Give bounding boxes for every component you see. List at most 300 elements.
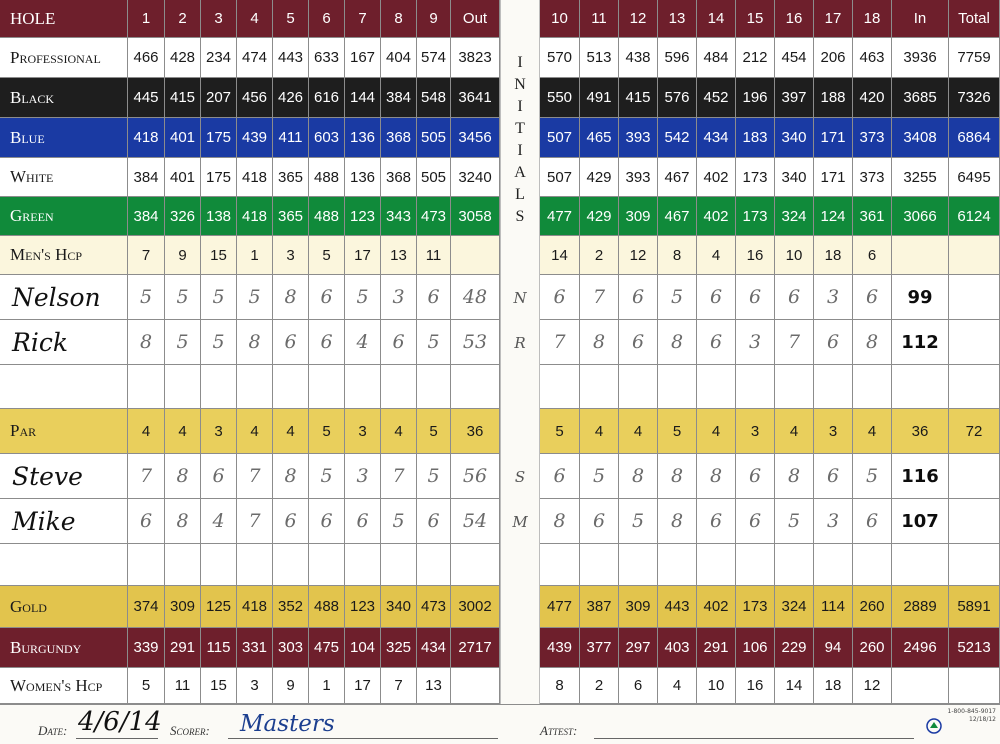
par-hole-2: 4 [165, 409, 201, 454]
hole-number-15: 15 [736, 0, 775, 38]
burgundy-hole-1: 339 [128, 628, 165, 668]
score-hole-6[interactable]: 5 [309, 454, 345, 499]
score-hole-9[interactable]: 5 [417, 454, 451, 499]
womens-hcp-hole-17: 18 [814, 668, 853, 704]
score-out[interactable]: 56 [451, 454, 500, 499]
mens-hcp-hole-12: 12 [619, 236, 658, 275]
white-hole-18: 373 [853, 158, 892, 197]
green-hole-18: 361 [853, 197, 892, 236]
professional-hole-4: 474 [237, 38, 273, 78]
score-hole-15[interactable]: 6 [736, 454, 775, 499]
hole-number-7: 7 [345, 0, 381, 38]
black-hole-17: 188 [814, 78, 853, 118]
total-label: Total [949, 0, 1000, 38]
date-line [76, 738, 158, 739]
professional-hole-14: 484 [697, 38, 736, 78]
hole-number-12: 12 [619, 0, 658, 38]
green-hole-13: 467 [658, 197, 697, 236]
score-hole-2[interactable]: 5 [165, 320, 201, 365]
score-out[interactable]: 48 [451, 275, 500, 320]
white-hole-8: 368 [381, 158, 417, 197]
green-in: 3066 [892, 197, 949, 236]
score-hole-18[interactable]: 6 [853, 275, 892, 320]
womens-hcp-hole-18: 12 [853, 668, 892, 704]
score-total[interactable] [949, 275, 1000, 320]
par-label: Par [0, 409, 128, 454]
burgundy-hole-2: 291 [165, 628, 201, 668]
score-total[interactable] [949, 320, 1000, 365]
score-total[interactable] [949, 454, 1000, 499]
blue-total: 6864 [949, 118, 1000, 158]
score-hole-2[interactable]: 5 [165, 275, 201, 320]
score-hole-17[interactable]: 6 [814, 320, 853, 365]
score-cell[interactable] [892, 365, 949, 409]
player-name[interactable]: Rick [0, 320, 128, 365]
par-hole-7: 3 [345, 409, 381, 454]
professional-hole-17: 206 [814, 38, 853, 78]
par-hole-13: 5 [658, 409, 697, 454]
score-hole-1[interactable]: 5 [128, 275, 165, 320]
blue-hole-9: 505 [417, 118, 451, 158]
hole-number-3: 3 [201, 0, 237, 38]
mens-hcp-hole-14: 4 [697, 236, 736, 275]
score-hole-9[interactable]: 6 [417, 499, 451, 544]
score-cell[interactable] [540, 365, 580, 409]
gold-hole-2: 309 [165, 586, 201, 628]
par-hole-18: 4 [853, 409, 892, 454]
mens-hcp-hole-15: 16 [736, 236, 775, 275]
score-cell[interactable] [580, 365, 619, 409]
score-hole-1[interactable]: 7 [128, 454, 165, 499]
professional-hole-9: 574 [417, 38, 451, 78]
score-hole-14[interactable]: 8 [697, 454, 736, 499]
score-hole-14[interactable]: 6 [697, 499, 736, 544]
score-hole-16[interactable]: 6 [775, 275, 814, 320]
burgundy-hole-3: 115 [201, 628, 237, 668]
par-hole-15: 3 [736, 409, 775, 454]
score-in[interactable]: 99 [892, 275, 949, 320]
score-cell[interactable] [658, 544, 697, 586]
white-label: White [0, 158, 128, 197]
professional-in: 3936 [892, 38, 949, 78]
score-cell[interactable] [949, 544, 1000, 586]
score-hole-12[interactable]: 5 [619, 499, 658, 544]
hole-number-17: 17 [814, 0, 853, 38]
score-hole-15[interactable]: 6 [736, 499, 775, 544]
score-hole-3[interactable]: 5 [201, 320, 237, 365]
burgundy-hole-18: 260 [853, 628, 892, 668]
womens-hcp-hole-13: 4 [658, 668, 697, 704]
score-hole-3[interactable]: 6 [201, 454, 237, 499]
score-hole-12[interactable]: 6 [619, 275, 658, 320]
womens-hcp-hole-9: 13 [417, 668, 451, 704]
blue-hole-5: 411 [273, 118, 309, 158]
womens-hcp-in [892, 668, 949, 704]
score-cell[interactable] [853, 365, 892, 409]
mens-hcp-hole-11: 2 [580, 236, 619, 275]
score-hole-18[interactable]: 8 [853, 320, 892, 365]
score-hole-3[interactable]: 4 [201, 499, 237, 544]
score-hole-7[interactable]: 3 [345, 454, 381, 499]
green-hole-6: 488 [309, 197, 345, 236]
score-cell[interactable] [165, 365, 201, 409]
white-hole-13: 467 [658, 158, 697, 197]
blue-hole-6: 603 [309, 118, 345, 158]
womens-hcp-hole-11: 2 [580, 668, 619, 704]
par-hole-6: 5 [309, 409, 345, 454]
professional-hole-11: 513 [580, 38, 619, 78]
player-name[interactable]: Steve [0, 454, 128, 499]
burgundy-hole-16: 229 [775, 628, 814, 668]
womens-hcp-out [451, 668, 500, 704]
score-in[interactable]: 112 [892, 320, 949, 365]
player-name[interactable] [0, 544, 128, 586]
score-cell[interactable] [381, 365, 417, 409]
score-hole-16[interactable]: 8 [775, 454, 814, 499]
black-label: Black [0, 78, 128, 118]
blue-hole-18: 373 [853, 118, 892, 158]
white-in: 3255 [892, 158, 949, 197]
mens-hcp-in [892, 236, 949, 275]
score-hole-10[interactable]: 6 [540, 454, 580, 499]
score-hole-1[interactable]: 8 [128, 320, 165, 365]
score-cell[interactable] [345, 365, 381, 409]
score-hole-3[interactable]: 5 [201, 275, 237, 320]
score-hole-15[interactable]: 3 [736, 320, 775, 365]
mens-hcp-hole-17: 18 [814, 236, 853, 275]
initials-letter: L [515, 186, 525, 203]
score-total[interactable] [949, 499, 1000, 544]
gold-hole-9: 473 [417, 586, 451, 628]
score-hole-5[interactable]: 8 [273, 275, 309, 320]
score-cell[interactable] [237, 544, 273, 586]
professional-hole-2: 428 [165, 38, 201, 78]
score-hole-16[interactable]: 5 [775, 499, 814, 544]
black-hole-8: 384 [381, 78, 417, 118]
gold-hole-14: 402 [697, 586, 736, 628]
score-cell[interactable] [165, 544, 201, 586]
score-hole-10[interactable]: 7 [540, 320, 580, 365]
black-hole-18: 420 [853, 78, 892, 118]
black-hole-4: 456 [237, 78, 273, 118]
blue-hole-16: 340 [775, 118, 814, 158]
mens-hcp-hole-3: 15 [201, 236, 237, 275]
initials-letter: T [515, 120, 525, 137]
score-cell[interactable] [814, 544, 853, 586]
score-hole-5[interactable]: 6 [273, 320, 309, 365]
black-hole-5: 426 [273, 78, 309, 118]
initials-letter: S [515, 208, 525, 225]
score-hole-4[interactable]: 8 [237, 320, 273, 365]
score-out[interactable]: 54 [451, 499, 500, 544]
score-hole-7[interactable]: 4 [345, 320, 381, 365]
black-out: 3641 [451, 78, 500, 118]
score-hole-17[interactable]: 6 [814, 454, 853, 499]
hole-number-5: 5 [273, 0, 309, 38]
score-hole-2[interactable]: 8 [165, 454, 201, 499]
blue-hole-13: 542 [658, 118, 697, 158]
score-cell[interactable] [451, 544, 500, 586]
blue-hole-1: 418 [128, 118, 165, 158]
score-hole-2[interactable]: 8 [165, 499, 201, 544]
score-cell[interactable] [619, 544, 658, 586]
white-hole-4: 418 [237, 158, 273, 197]
gold-hole-10: 477 [540, 586, 580, 628]
score-cell[interactable] [853, 544, 892, 586]
initials-letter: I [517, 54, 523, 71]
mens-hcp-hole-8: 13 [381, 236, 417, 275]
player-initial[interactable]: S [514, 467, 526, 486]
score-cell[interactable] [381, 544, 417, 586]
score-cell[interactable] [417, 365, 451, 409]
player-initial[interactable]: N [513, 288, 527, 307]
par-hole-3: 3 [201, 409, 237, 454]
black-hole-6: 616 [309, 78, 345, 118]
burgundy-hole-8: 325 [381, 628, 417, 668]
professional-hole-6: 633 [309, 38, 345, 78]
score-hole-13[interactable]: 8 [658, 320, 697, 365]
green-hole-1: 384 [128, 197, 165, 236]
score-hole-8[interactable]: 3 [381, 275, 417, 320]
score-cell[interactable] [417, 544, 451, 586]
score-hole-5[interactable]: 6 [273, 499, 309, 544]
green-hole-17: 124 [814, 197, 853, 236]
par-hole-14: 4 [697, 409, 736, 454]
green-hole-9: 473 [417, 197, 451, 236]
burgundy-hole-4: 331 [237, 628, 273, 668]
score-cell[interactable] [814, 365, 853, 409]
professional-total: 7759 [949, 38, 1000, 78]
professional-hole-10: 570 [540, 38, 580, 78]
mens-hcp-out [451, 236, 500, 275]
score-cell[interactable] [619, 365, 658, 409]
gold-hole-11: 387 [580, 586, 619, 628]
blue-in: 3408 [892, 118, 949, 158]
professional-hole-5: 443 [273, 38, 309, 78]
score-hole-12[interactable]: 6 [619, 320, 658, 365]
green-hole-7: 123 [345, 197, 381, 236]
scorer-value: Masters [240, 711, 335, 737]
score-hole-12[interactable]: 8 [619, 454, 658, 499]
gold-hole-15: 173 [736, 586, 775, 628]
score-cell[interactable] [658, 365, 697, 409]
white-hole-15: 173 [736, 158, 775, 197]
score-cell[interactable] [580, 544, 619, 586]
score-cell[interactable] [201, 544, 237, 586]
score-hole-6[interactable]: 6 [309, 320, 345, 365]
scorer-line [228, 738, 498, 739]
score-hole-6[interactable]: 6 [309, 275, 345, 320]
score-in[interactable]: 116 [892, 454, 949, 499]
womens-hcp-hole-15: 16 [736, 668, 775, 704]
score-hole-18[interactable]: 5 [853, 454, 892, 499]
score-hole-5[interactable]: 8 [273, 454, 309, 499]
gold-hole-18: 260 [853, 586, 892, 628]
hole-number-1: 1 [128, 0, 165, 38]
score-hole-16[interactable]: 7 [775, 320, 814, 365]
score-hole-9[interactable]: 6 [417, 275, 451, 320]
black-hole-3: 207 [201, 78, 237, 118]
score-hole-17[interactable]: 3 [814, 275, 853, 320]
score-hole-13[interactable]: 8 [658, 454, 697, 499]
score-cell[interactable] [697, 544, 736, 586]
score-in[interactable]: 107 [892, 499, 949, 544]
blue-hole-11: 465 [580, 118, 619, 158]
green-hole-11: 429 [580, 197, 619, 236]
date-value: 4/6/14 [78, 707, 162, 737]
score-hole-10[interactable]: 6 [540, 275, 580, 320]
score-hole-17[interactable]: 3 [814, 499, 853, 544]
score-cell[interactable] [949, 365, 1000, 409]
score-hole-7[interactable]: 6 [345, 499, 381, 544]
blue-hole-17: 171 [814, 118, 853, 158]
gold-hole-3: 125 [201, 586, 237, 628]
gold-hole-12: 309 [619, 586, 658, 628]
player-initial[interactable]: R [514, 333, 526, 352]
mens-hcp-hole-4: 1 [237, 236, 273, 275]
womens-hcp-hole-8: 7 [381, 668, 417, 704]
score-hole-4[interactable]: 7 [237, 499, 273, 544]
par-hole-5: 4 [273, 409, 309, 454]
black-total: 7326 [949, 78, 1000, 118]
score-cell[interactable] [273, 365, 309, 409]
burgundy-hole-15: 106 [736, 628, 775, 668]
professional-hole-7: 167 [345, 38, 381, 78]
score-hole-4[interactable]: 5 [237, 275, 273, 320]
initials-letter: I [517, 98, 523, 115]
gold-hole-17: 114 [814, 586, 853, 628]
score-hole-14[interactable]: 6 [697, 320, 736, 365]
white-hole-9: 505 [417, 158, 451, 197]
attest-label: Attest: [540, 723, 578, 738]
womens-hcp-hole-5: 9 [273, 668, 309, 704]
score-cell[interactable] [237, 365, 273, 409]
blue-hole-12: 393 [619, 118, 658, 158]
hole-number-4: 4 [237, 0, 273, 38]
burgundy-hole-14: 291 [697, 628, 736, 668]
par-hole-10: 5 [540, 409, 580, 454]
score-hole-4[interactable]: 7 [237, 454, 273, 499]
score-cell[interactable] [201, 365, 237, 409]
in-label: In [892, 0, 949, 38]
professional-label: Professional [0, 38, 128, 78]
score-hole-11[interactable]: 6 [580, 499, 619, 544]
score-cell[interactable] [309, 544, 345, 586]
gold-hole-8: 340 [381, 586, 417, 628]
score-hole-15[interactable]: 6 [736, 275, 775, 320]
attest-line [594, 738, 914, 739]
score-cell[interactable] [736, 365, 775, 409]
white-out: 3240 [451, 158, 500, 197]
score-cell[interactable] [128, 544, 165, 586]
player-name[interactable] [0, 365, 128, 409]
score-cell[interactable] [775, 365, 814, 409]
par-in: 36 [892, 409, 949, 454]
green-hole-14: 402 [697, 197, 736, 236]
white-hole-7: 136 [345, 158, 381, 197]
womens-hcp-hole-10: 8 [540, 668, 580, 704]
player-name[interactable]: Nelson [0, 275, 128, 320]
score-cell[interactable] [697, 365, 736, 409]
burgundy-in: 2496 [892, 628, 949, 668]
score-out[interactable]: 53 [451, 320, 500, 365]
mens-hcp-hole-2: 9 [165, 236, 201, 275]
score-hole-6[interactable]: 6 [309, 499, 345, 544]
black-hole-2: 415 [165, 78, 201, 118]
gold-hole-7: 123 [345, 586, 381, 628]
green-hole-3: 138 [201, 197, 237, 236]
black-hole-14: 452 [697, 78, 736, 118]
score-hole-11[interactable]: 8 [580, 320, 619, 365]
burgundy-out: 2717 [451, 628, 500, 668]
blue-hole-2: 401 [165, 118, 201, 158]
professional-hole-16: 454 [775, 38, 814, 78]
white-hole-10: 507 [540, 158, 580, 197]
score-cell[interactable] [273, 544, 309, 586]
white-hole-3: 175 [201, 158, 237, 197]
hole-number-10: 10 [540, 0, 580, 38]
score-hole-11[interactable]: 7 [580, 275, 619, 320]
score-hole-7[interactable]: 5 [345, 275, 381, 320]
score-cell[interactable] [892, 544, 949, 586]
professional-hole-12: 438 [619, 38, 658, 78]
score-hole-14[interactable]: 6 [697, 275, 736, 320]
score-hole-11[interactable]: 5 [580, 454, 619, 499]
mens-hcp-total [949, 236, 1000, 275]
professional-hole-13: 596 [658, 38, 697, 78]
score-cell[interactable] [775, 544, 814, 586]
score-hole-18[interactable]: 6 [853, 499, 892, 544]
green-hole-16: 324 [775, 197, 814, 236]
mens-hcp-hole-9: 11 [417, 236, 451, 275]
gold-in: 2889 [892, 586, 949, 628]
score-hole-8[interactable]: 7 [381, 454, 417, 499]
gold-hole-1: 374 [128, 586, 165, 628]
par-hole-4: 4 [237, 409, 273, 454]
womens-hcp-hole-7: 17 [345, 668, 381, 704]
burgundy-total: 5213 [949, 628, 1000, 668]
hole-number-6: 6 [309, 0, 345, 38]
par-hole-1: 4 [128, 409, 165, 454]
white-hole-17: 171 [814, 158, 853, 197]
score-hole-8[interactable]: 6 [381, 320, 417, 365]
black-in: 3685 [892, 78, 949, 118]
score-hole-13[interactable]: 8 [658, 499, 697, 544]
white-total: 6495 [949, 158, 1000, 197]
hole-number-16: 16 [775, 0, 814, 38]
score-hole-8[interactable]: 5 [381, 499, 417, 544]
player-name[interactable]: Mike [0, 499, 128, 544]
score-cell[interactable] [309, 365, 345, 409]
score-hole-13[interactable]: 5 [658, 275, 697, 320]
burgundy-hole-6: 475 [309, 628, 345, 668]
score-cell[interactable] [128, 365, 165, 409]
score-cell[interactable] [345, 544, 381, 586]
score-hole-1[interactable]: 6 [128, 499, 165, 544]
date-label: Date: [38, 723, 68, 738]
score-cell[interactable] [451, 365, 500, 409]
score-cell[interactable] [736, 544, 775, 586]
score-hole-9[interactable]: 5 [417, 320, 451, 365]
gold-label: Gold [0, 586, 128, 628]
player-initial[interactable]: M [512, 512, 528, 531]
white-hole-14: 402 [697, 158, 736, 197]
gold-total: 5891 [949, 586, 1000, 628]
score-cell[interactable] [540, 544, 580, 586]
mens-hcp-hole-18: 6 [853, 236, 892, 275]
black-hole-7: 144 [345, 78, 381, 118]
score-hole-10[interactable]: 8 [540, 499, 580, 544]
